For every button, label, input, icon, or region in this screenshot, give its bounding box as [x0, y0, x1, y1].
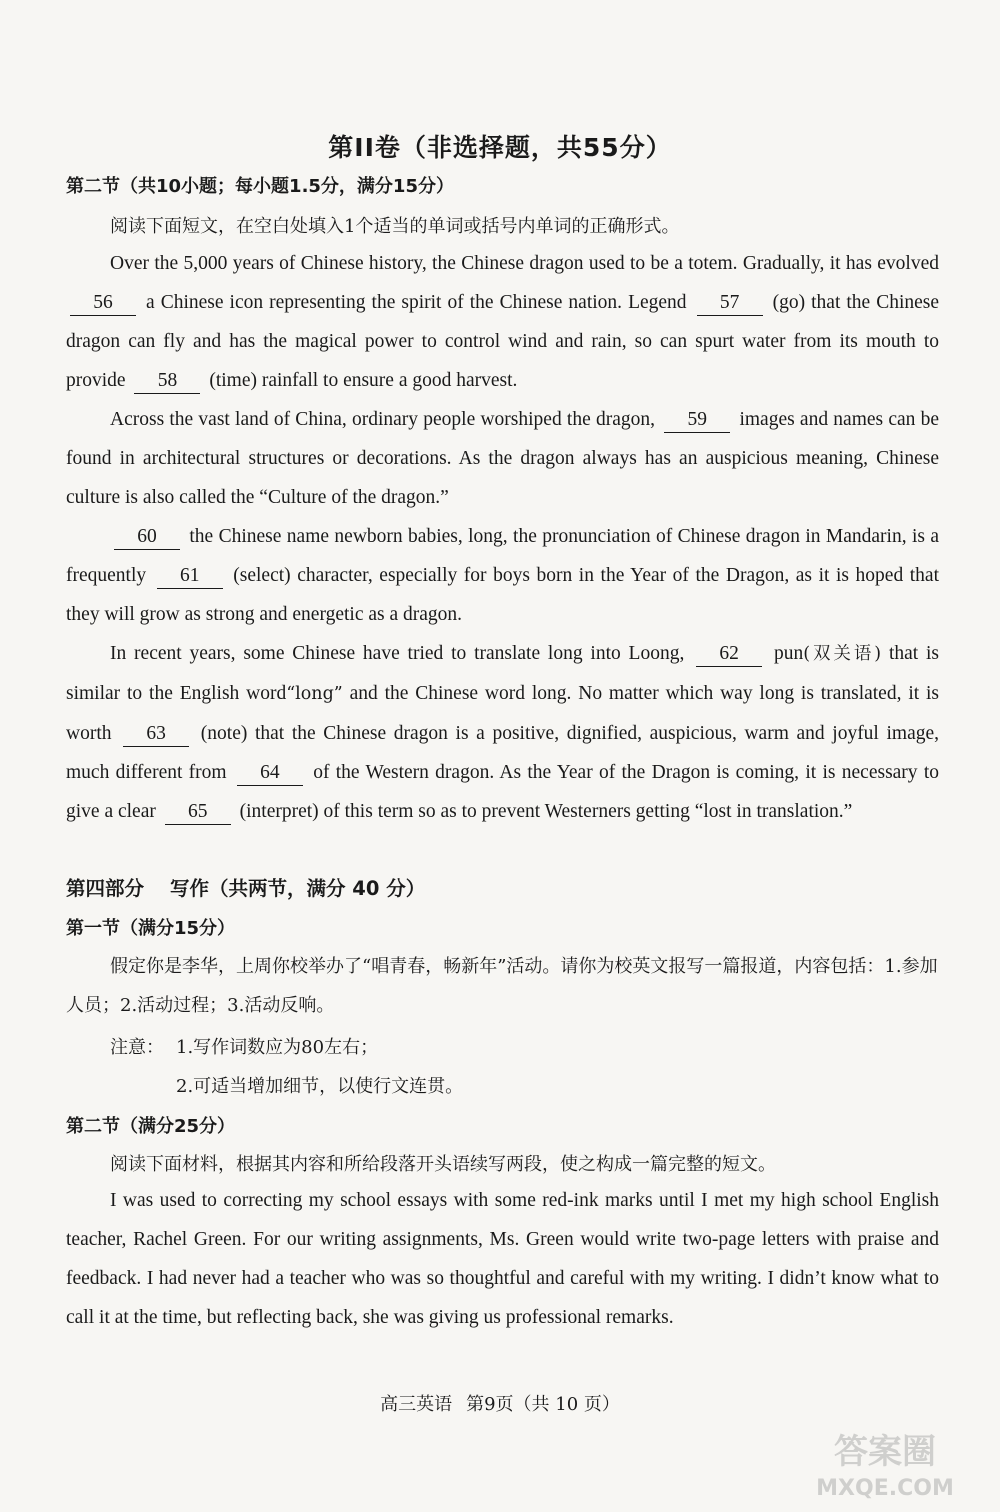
blank-60: 60: [114, 525, 180, 550]
watermark-logo-icon: [810, 1415, 960, 1505]
blank-57: 57: [697, 291, 763, 316]
passage-paragraph-2: Across the vast land of China, ordinary people worshiped the dragon, 59 images and names can be found in architectural structures or decorations. As the dragon always has an auspicious meaning, Chinese culture is also called the “Culture of the dragon.”: [66, 409, 940, 508]
footer-subject: 高三英语: [380, 1394, 453, 1415]
blank-65: 65: [165, 800, 231, 825]
blank-58: 58: [134, 369, 200, 394]
page-title: 第II卷（非选择题，共55分）: [328, 133, 672, 162]
passage-paragraph-3: 60 the Chinese name newborn babies, long, the pronunciation of Chinese dragon in Mandarin, is a frequently 61 (select) character, especially for boys born in the Year of the Dragon, as it is hoped that they will grow as strong and energetic as a dragon.: [66, 526, 939, 625]
blank-59: 59: [664, 408, 730, 433]
writing-section-2-heading: 第二节（满分25分）: [66, 1116, 236, 1137]
writing-section-1-heading: 第一节（满分15分）: [66, 918, 236, 939]
part-4-heading: 第四部分 写作（共两节，满分 40 分）: [66, 877, 426, 900]
svg-text:MXQE.COM: MXQE.COM: [816, 1476, 954, 1501]
writing-note-label: 注意：: [110, 1037, 164, 1058]
writing-section-1-task: 假定你是李华，上周你校举办了“唱青春，畅新年”活动。请你为校英文报写一篇报道，内容包括：1.参加人员；2.活动过程；3.活动反响。: [66, 956, 938, 1016]
blank-63: 63: [123, 722, 189, 747]
section-2-heading: 第二节（共10小题；每小题1.5分，满分15分）: [66, 176, 454, 197]
section-2-instruction: 阅读下面短文，在空白处填入1个适当的单词或括号内单词的正确形式。: [110, 216, 680, 237]
writing-note-2: 2.可适当增加细节，以使行文连贯。: [176, 1076, 464, 1097]
passage-paragraph-4: In recent years, some Chinese have tried to translate long into Loong, 62 pun(双关语) that is similar to the English word“long” and the Chinese word long. No matter which way long is translated, it is worth 63 (note) that the Chinese dragon is a positive, dignified, auspicious, warm and joyful image, much different from 64 of the Western dragon. As the Year of the Dragon is coming, it is necessary to give a clear 65 (interpret) of this term so as to prevent Westerners getting “lost in translation.”: [66, 634, 939, 831]
footer-page-number: 第9页（共 10 页）: [466, 1394, 620, 1415]
blank-61: 61: [157, 564, 223, 589]
story-passage: I was used to correcting my school essays with some red-ink marks until I met my high school English teacher, Rachel Green. For our writing assignments, Ms. Green would write two-page letters with praise and feedback. I had never had a teacher who was so thoughtful and careful with my writing. I didn’t know what to call it at the time, but reflecting back, she was giving us professional remarks.: [66, 1190, 939, 1328]
blank-56: 56: [70, 291, 136, 316]
writing-note-1: 1.写作词数应为80左右；: [176, 1037, 379, 1058]
passage-paragraph-1: Over the 5,000 years of Chinese history, the Chinese dragon used to be a totem. Gradually, it has evolved 56 a Chinese icon representing the spirit of the Chinese nation. Legend 57 (go) that the Chinese dragon can fly and has the magical power to control wind and rain, so can spurt water from its mouth to provide 58 (time) rainfall to ensure a good harvest.: [66, 244, 939, 400]
blank-64: 64: [237, 761, 303, 786]
svg-text:答案圈: 答案圈: [834, 1432, 936, 1472]
writing-section-2-instruction: 阅读下面材料，根据其内容和所给段落开头语续写两段，使之构成一篇完整的短文。: [110, 1154, 776, 1175]
page-footer: [0, 1390, 1000, 1416]
blank-62: 62: [696, 642, 762, 667]
